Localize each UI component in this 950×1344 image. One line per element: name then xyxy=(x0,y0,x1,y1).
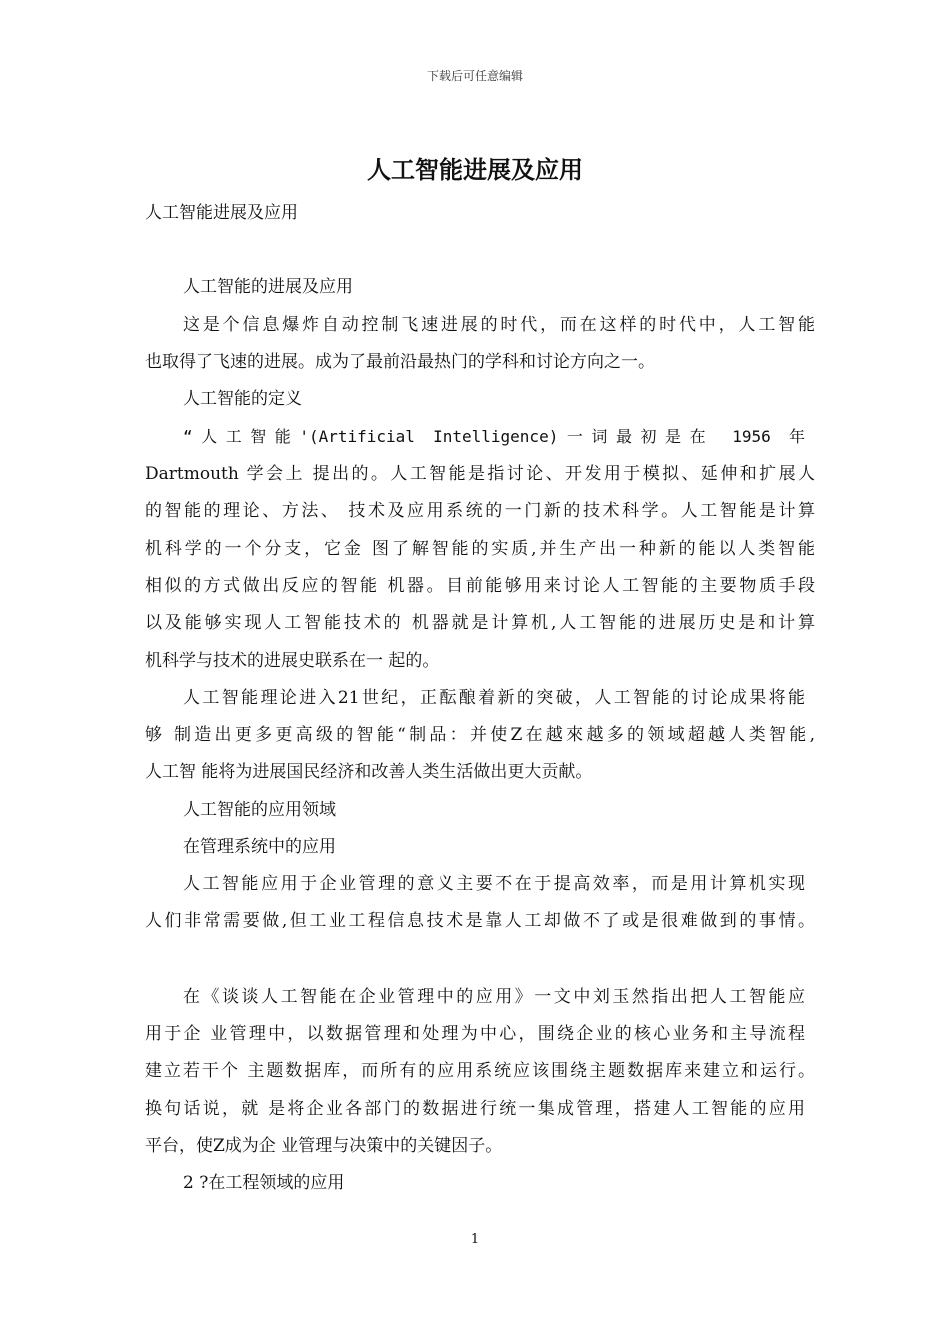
paragraph-line: 在《谈谈人工智能在企业管理中的应用》一文中刘玉然指出把人工智能应 xyxy=(183,987,805,1007)
paragraph-line: 机科学的一个分支，它金 图了解智能的实质,并生产出一种新的能以人类智能 xyxy=(145,539,815,559)
page-header: 下载后可任意编辑 xyxy=(426,69,523,83)
paragraph-line: 够 制造出更多更高级的智能“制品：并使Z在越來越多的领域超越人类智能, xyxy=(145,725,815,745)
paragraph-line: 人工智能理论进入21世纪，正酝酿着新的突破，人工智能的讨论成果将能 xyxy=(183,688,805,708)
paragraph-line: 平台，使Z成为企 业管理与决策中的关键因子。 xyxy=(145,1136,503,1156)
paragraph-line: 人们非常需要做,但工业工程信息技术是靠人工却做不了或是很难做到的事情。 xyxy=(145,911,815,931)
paragraph-line: 以及能够实现人工智能技术的 机器就是计算机,人工智能的进展历史是和计算 xyxy=(145,613,815,633)
paragraph-line: 也取得了飞速的进展。成为了最前沿最热门的学科和讨论方向之一。 xyxy=(145,352,655,372)
paragraph-line: 相似的方式做出反应的智能 机器。目前能够用来讨论人工智能的主要物质手段 xyxy=(145,576,815,596)
paragraph-line: 的智能的理论、方法、 技术及应用系统的一门新的技术科学。人工智能是计算 xyxy=(145,501,815,521)
paragraph-line: 这是个信息爆炸自动控制飞速进展的时代，而在这样的时代中，人工智能 xyxy=(183,315,815,335)
section-heading: 在管理系统中的应用 xyxy=(183,837,336,857)
paragraph-line: “人工智能'(Artificial Intelligence)一词最初是在 1956 年 xyxy=(183,427,805,446)
page-number: 1 xyxy=(470,1232,480,1247)
section-heading: 人工智能的应用领域 xyxy=(183,800,336,820)
paragraph-line: 人工智 能将为进展国民经济和改善人类生活做出更大贡献。 xyxy=(145,762,593,782)
section-heading: 2 ?在工程领域的应用 xyxy=(183,1173,345,1193)
paragraph-line: 人工智能应用于企业管理的意义主要不在于提高效率，而是用计算机实现 xyxy=(183,874,805,894)
paragraph-line: 用于企 业管理中，以数据管理和处理为中心，围绕企业的核心业务和主导流程 xyxy=(145,1024,805,1044)
section-heading: 人工智能的进展及应用 xyxy=(183,277,353,297)
section-heading: 人工智能的定义 xyxy=(183,389,302,409)
paragraph-line: 建立若干个 主题数据库，而所有的应用系统应该围绕主题数据库来建立和运行。 xyxy=(145,1061,815,1081)
subtitle-line: 人工智能进展及应用 xyxy=(145,203,298,223)
document-title: 人工智能进展及应用 xyxy=(367,155,583,184)
paragraph-line: Dartmouth 学会上 提出的。人工智能是指讨论、开发用于模拟、延伸和扩展人 xyxy=(145,464,815,484)
paragraph-line: 换句话说，就 是将企业各部门的数据进行统一集成管理，搭建人工智能的应用 xyxy=(145,1099,805,1119)
paragraph-line: 机科学与技术的进展史联系在一 起的。 xyxy=(145,651,440,671)
